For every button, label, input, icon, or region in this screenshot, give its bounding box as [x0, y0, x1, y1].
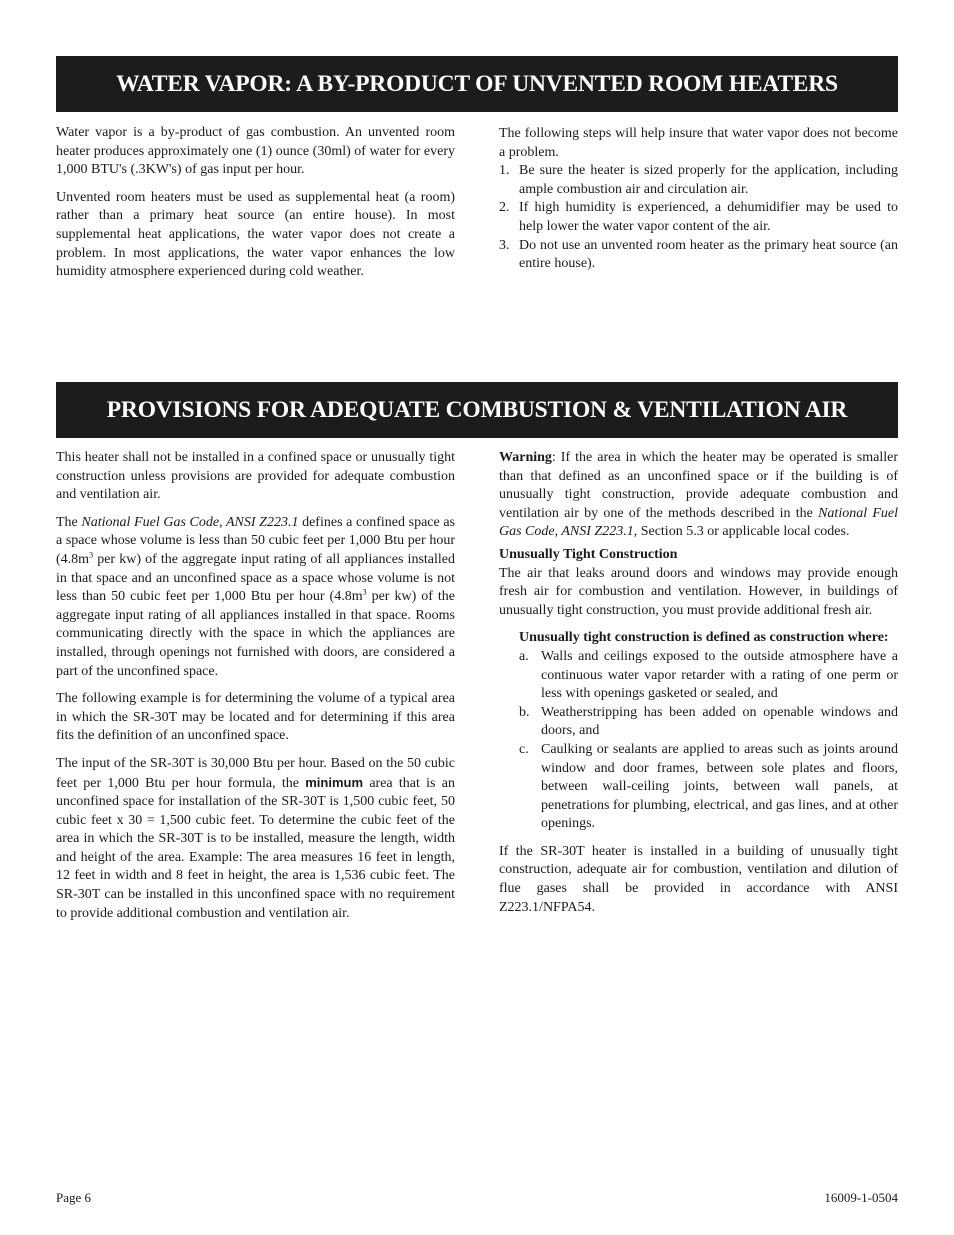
combustion-right-column [499, 449, 898, 926]
page-number: Page 6 [56, 1190, 92, 1205]
paragraph: The input of the SR-30T is 30,000 Btu per hour. Based on the 50 cubic feet per 1,000 Btu per hour formula, the minimum area that is an unconfined space for installation of the SR-30T is 1,500 cubic feet, 50 cubic feet x 30 = 1,500 cubic feet. To determine the cubic feet of the area in which the SR-30T is to be installed, measure the length, width and height of the area. Example: The area measures 16 feet in length, 12 feet in width and 8 feet in height, the area is 1,536 cubic feet. The SR-30T can be installed in this unconfined space with no requirement to provide additional combustion and ventilation air. [56, 755, 455, 921]
definition-heading: Unusually tight construction is defined as construction where: [519, 630, 889, 646]
list-text: Weatherstripping has been added on openable windows and doors, and [541, 704, 898, 739]
section-heading-combustion-air: PROVISIONS FOR ADEQUATE COMBUSTION & VENTILATION AIR [56, 382, 898, 438]
paragraph: The air that leaks around doors and windows may provide enough fresh air for combustion and ventilation. However, in buildings of unusually tight construction, you must provide additional fresh air. [499, 565, 898, 618]
paragraph: Unvented room heaters must be used as supplemental heat (a room) rather than a primary heat source (an entire house). In most supplemental heat applications, the water vapor does not create a problem. In most applications, the water vapor enhances the low humidity atmosphere experienced during cold weather. [56, 189, 455, 280]
paragraph: Water vapor is a by-product of gas combustion. An unvented room heater produces approximately one (1) ounce (30ml) of water for every 1,000 BTU's (.3KW's) of gas input per hour. [56, 125, 455, 178]
paragraph: The following steps will help insure that water vapor does not become a problem. [499, 126, 898, 160]
document-number: 16009-1-0504 [824, 1190, 898, 1205]
code-reference: National Fuel Gas Code, ANSI Z223.1 [499, 505, 898, 540]
warning-paragraph: Warning: If the area in which the heater may be operated is smaller than that defined as an unconfined space or if the building is of unusually tight construction, provide adequate combustion and ventilation air by one of the methods described in the National Fuel Gas Code, ANSI Z223.1, Section 5.3 or applicable local codes. [499, 450, 898, 540]
list-text: Be sure the heater is sized properly for the application, including ample combustion air and circulation air. [519, 163, 898, 197]
definition-block [499, 629, 898, 834]
list-item [499, 162, 898, 199]
combustion-left-column [56, 449, 455, 932]
emphasis: minimum [305, 774, 364, 790]
warning-label: Warning [499, 450, 552, 465]
list-number: 1. [499, 163, 510, 179]
list-number: 2. [499, 200, 510, 216]
list-item [519, 741, 898, 834]
paragraph: If the SR-30T heater is installed in a building of unusually tight construction, adequate air for combustion, ventilation and dilution of flue gases shall be provided in accordance with ANSI Z223.1/NFPA54. [499, 843, 898, 915]
section-heading-water-vapor: WATER VAPOR: A BY-PRODUCT OF UNVENTED ROOM HEATERS [56, 56, 898, 112]
list-item [499, 199, 898, 236]
subheading-tight-construction: Unusually Tight Construction [499, 546, 678, 562]
paragraph: The National Fuel Gas Code, ANSI Z223.1 defines a confined space as a space whose volume is less than 50 cubic feet per 1,000 Btu per hour ($4.8m^3$ per kw) of the aggregate input rating of all appliances installed in that space and an unconfined space as a space whose volume is not less than 50 cubic feet per 1,000 Btu per hour ($4.8m^3$ per kw) of the aggregate input rating of all appliances installed in that space. Rooms communicating directly with the space in which the appliances are installed, through openings not furnished with doors, are considered a part of the unconfined space. [56, 514, 456, 679]
list-item [519, 704, 898, 741]
criteria-list [519, 648, 898, 834]
list-number: 3. [499, 237, 510, 253]
list-letter: c. [519, 741, 529, 757]
list-item [519, 648, 898, 704]
list-text: Caulking or sealants are applied to areas such as joints around window and door frames, between sole plates and floors, between wall-ceiling joints, between wall panels, at penetrations for plumbing, electrical, and gas lines, and at other openings. [541, 741, 898, 832]
paragraph: This heater shall not be installed in a confined space or unusually tight construction unless provisions are provided for adequate combustion and ventilation air. [56, 450, 455, 503]
list-text: If high humidity is experienced, a dehumidifier may be used to help lower the water vapor content of the air. [519, 200, 898, 234]
list-letter: a. [519, 648, 529, 664]
list-text: Walls and ceilings exposed to the outside atmosphere have a continuous water vapor retarder with a rating of one perm or less with openings gasketed or sealed, and [541, 648, 898, 702]
list-text: Do not use an unvented room heater as the primary heat source (an entire house). [519, 237, 898, 272]
paragraph: The following example is for determining the volume of a typical area in which the SR-30T may be located and for determining if this area fits the definition of an unconfined space. [56, 691, 455, 744]
water-vapor-right-column [499, 125, 898, 274]
list-letter: b. [519, 704, 530, 720]
list-item [499, 237, 898, 274]
water-vapor-left-column [56, 124, 455, 291]
steps-list [499, 162, 898, 274]
code-reference: National Fuel Gas Code, ANSI Z223.1 [81, 514, 299, 530]
